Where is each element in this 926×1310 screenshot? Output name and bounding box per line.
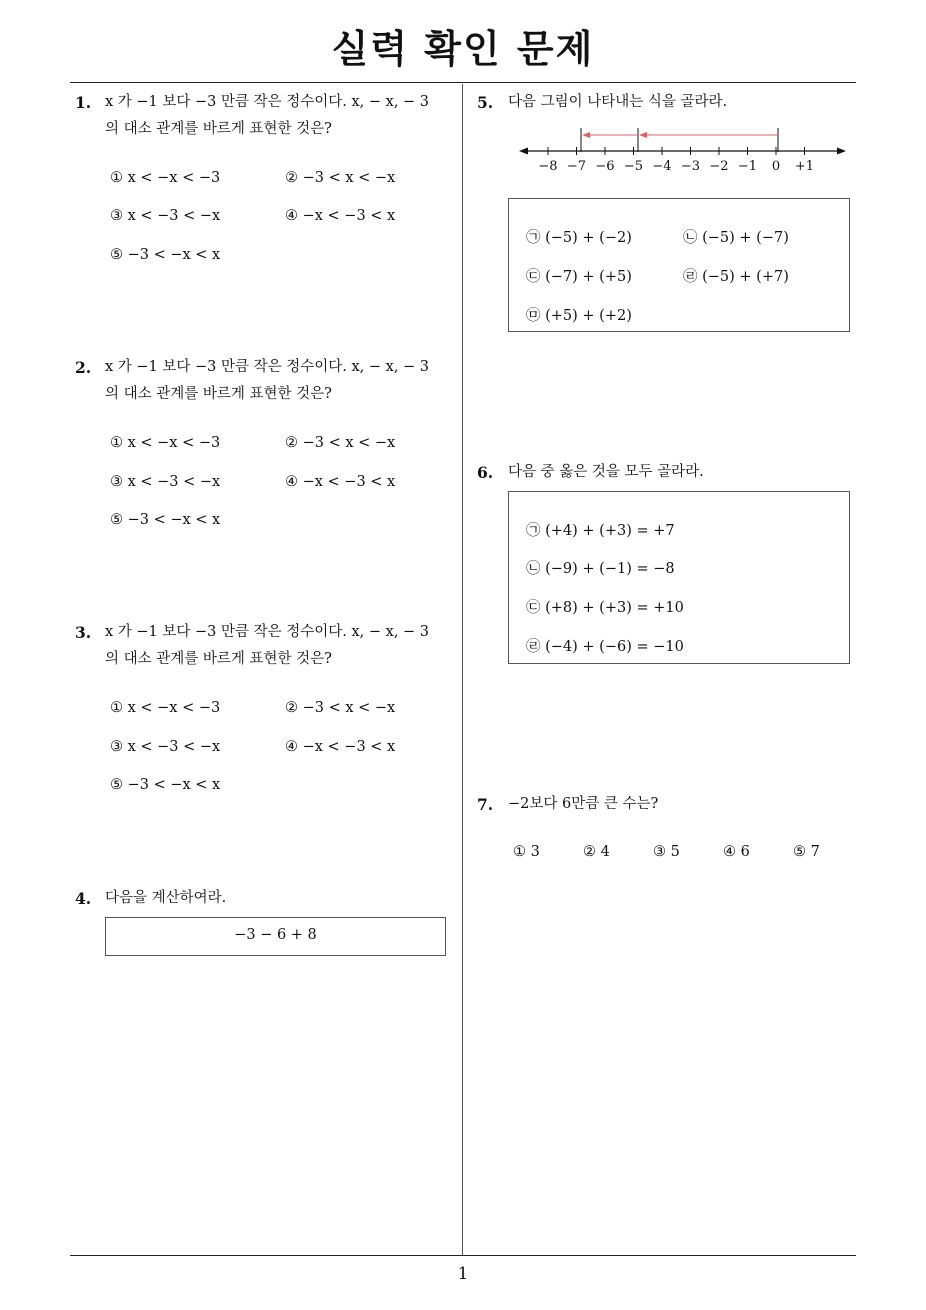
option-4[interactable]: ④ 6	[723, 844, 750, 860]
question-text-line1: x 가 −1 보다 −3 만큼 작은 정수이다. x, − x, − 3	[105, 359, 430, 375]
option-2[interactable]: ② 4	[583, 844, 610, 860]
question-text-line1: 다음 그림이 나타내는 식을 골라라.	[508, 94, 728, 110]
question-number: 4.	[75, 889, 92, 908]
choice-c[interactable]: ㉢ (+8) + (+3) = +10	[526, 600, 684, 616]
option-1[interactable]: ① x < −x < −3	[110, 700, 221, 716]
arrowhead-minus5	[639, 132, 647, 138]
question-number: 5.	[477, 93, 494, 112]
choice-c[interactable]: ㉢ (−7) + (+5)	[526, 269, 632, 285]
choice-b[interactable]: ㉡ (−5) + (−7)	[683, 230, 789, 246]
number-line-tick-label: −4	[652, 159, 672, 174]
option-1[interactable]: ① 3	[513, 844, 540, 860]
question-text-line1: −2보다 6만큼 큰 수는?	[508, 796, 659, 812]
option-5[interactable]: ⑤ −3 < −x < x	[110, 777, 221, 793]
question-number: 3.	[75, 623, 92, 642]
option-2[interactable]: ② −3 < x < −x	[285, 170, 396, 186]
option-4[interactable]: ④ −x < −3 < x	[285, 739, 396, 755]
page-number: 1	[457, 1264, 469, 1284]
option-3[interactable]: ③ 5	[653, 844, 680, 860]
page-title: 실력 확인 문제	[331, 27, 595, 71]
choice-a[interactable]: ㉠ (−5) + (−2)	[526, 230, 632, 246]
option-1[interactable]: ① x < −x < −3	[110, 435, 221, 451]
choice-e[interactable]: ㉤ (+5) + (+2)	[526, 308, 632, 324]
option-3[interactable]: ③ x < −3 < −x	[110, 739, 221, 755]
option-5[interactable]: ⑤ 7	[793, 844, 820, 860]
question-text-line2: 의 대소 관계를 바르게 표현한 것은?	[105, 121, 332, 137]
option-2[interactable]: ② −3 < x < −x	[285, 435, 396, 451]
option-4[interactable]: ④ −x < −3 < x	[285, 208, 396, 224]
choice-a[interactable]: ㉠ (+4) + (+3) = +7	[526, 523, 675, 539]
bottom-rule	[70, 1255, 856, 1256]
choice-d[interactable]: ㉣ (−4) + (−6) = −10	[526, 639, 684, 655]
question-number: 7.	[477, 795, 494, 814]
question-text-line2: 의 대소 관계를 바르게 표현한 것은?	[105, 386, 332, 402]
arrowhead-minus7	[582, 132, 590, 138]
number-line-tick-label: −1	[737, 159, 758, 174]
question-number: 6.	[477, 463, 494, 482]
option-5[interactable]: ⑤ −3 < −x < x	[110, 512, 221, 528]
question-text-line2: 의 대소 관계를 바르게 표현한 것은?	[105, 651, 332, 667]
option-3[interactable]: ③ x < −3 < −x	[110, 208, 221, 224]
expression-text: −3 − 6 + 8	[234, 927, 317, 943]
question-text-line1: 다음을 계산하여라.	[105, 890, 227, 906]
number-line-tick-label: −5	[623, 159, 644, 174]
number-line-tick-label: +1	[794, 159, 815, 174]
option-2[interactable]: ② −3 < x < −x	[285, 700, 396, 716]
choices-box	[508, 491, 850, 664]
question-number: 1.	[75, 93, 92, 112]
number-line-tick-label: −2	[709, 159, 729, 174]
expression-box	[105, 917, 446, 956]
choice-b[interactable]: ㉡ (−9) + (−1) = −8	[526, 561, 675, 577]
choice-d[interactable]: ㉣ (−5) + (+7)	[683, 269, 789, 285]
number-line-figure	[515, 122, 850, 182]
question-number: 2.	[75, 358, 92, 377]
question-text-line1: x 가 −1 보다 −3 만큼 작은 정수이다. x, − x, − 3	[105, 94, 430, 110]
axis-left-arrowhead	[519, 148, 528, 155]
column-divider	[462, 84, 463, 1256]
number-line-tick-label: −7	[566, 159, 587, 174]
axis-right-arrowhead	[837, 148, 846, 155]
number-line-tick-label: 0	[771, 159, 781, 174]
option-5[interactable]: ⑤ −3 < −x < x	[110, 247, 221, 263]
top-rule	[70, 82, 856, 83]
question-text-line1: x 가 −1 보다 −3 만큼 작은 정수이다. x, − x, − 3	[105, 624, 430, 640]
choices-box	[508, 198, 850, 332]
option-3[interactable]: ③ x < −3 < −x	[110, 474, 221, 490]
number-line-tick-label: −3	[680, 159, 701, 174]
number-line-tick-label: −6	[595, 159, 615, 174]
number-line-tick-label: −8	[538, 159, 558, 174]
question-text-line1: 다음 중 옳은 것을 모두 골라라.	[508, 464, 704, 480]
option-4[interactable]: ④ −x < −3 < x	[285, 474, 396, 490]
option-1[interactable]: ① x < −x < −3	[110, 170, 221, 186]
